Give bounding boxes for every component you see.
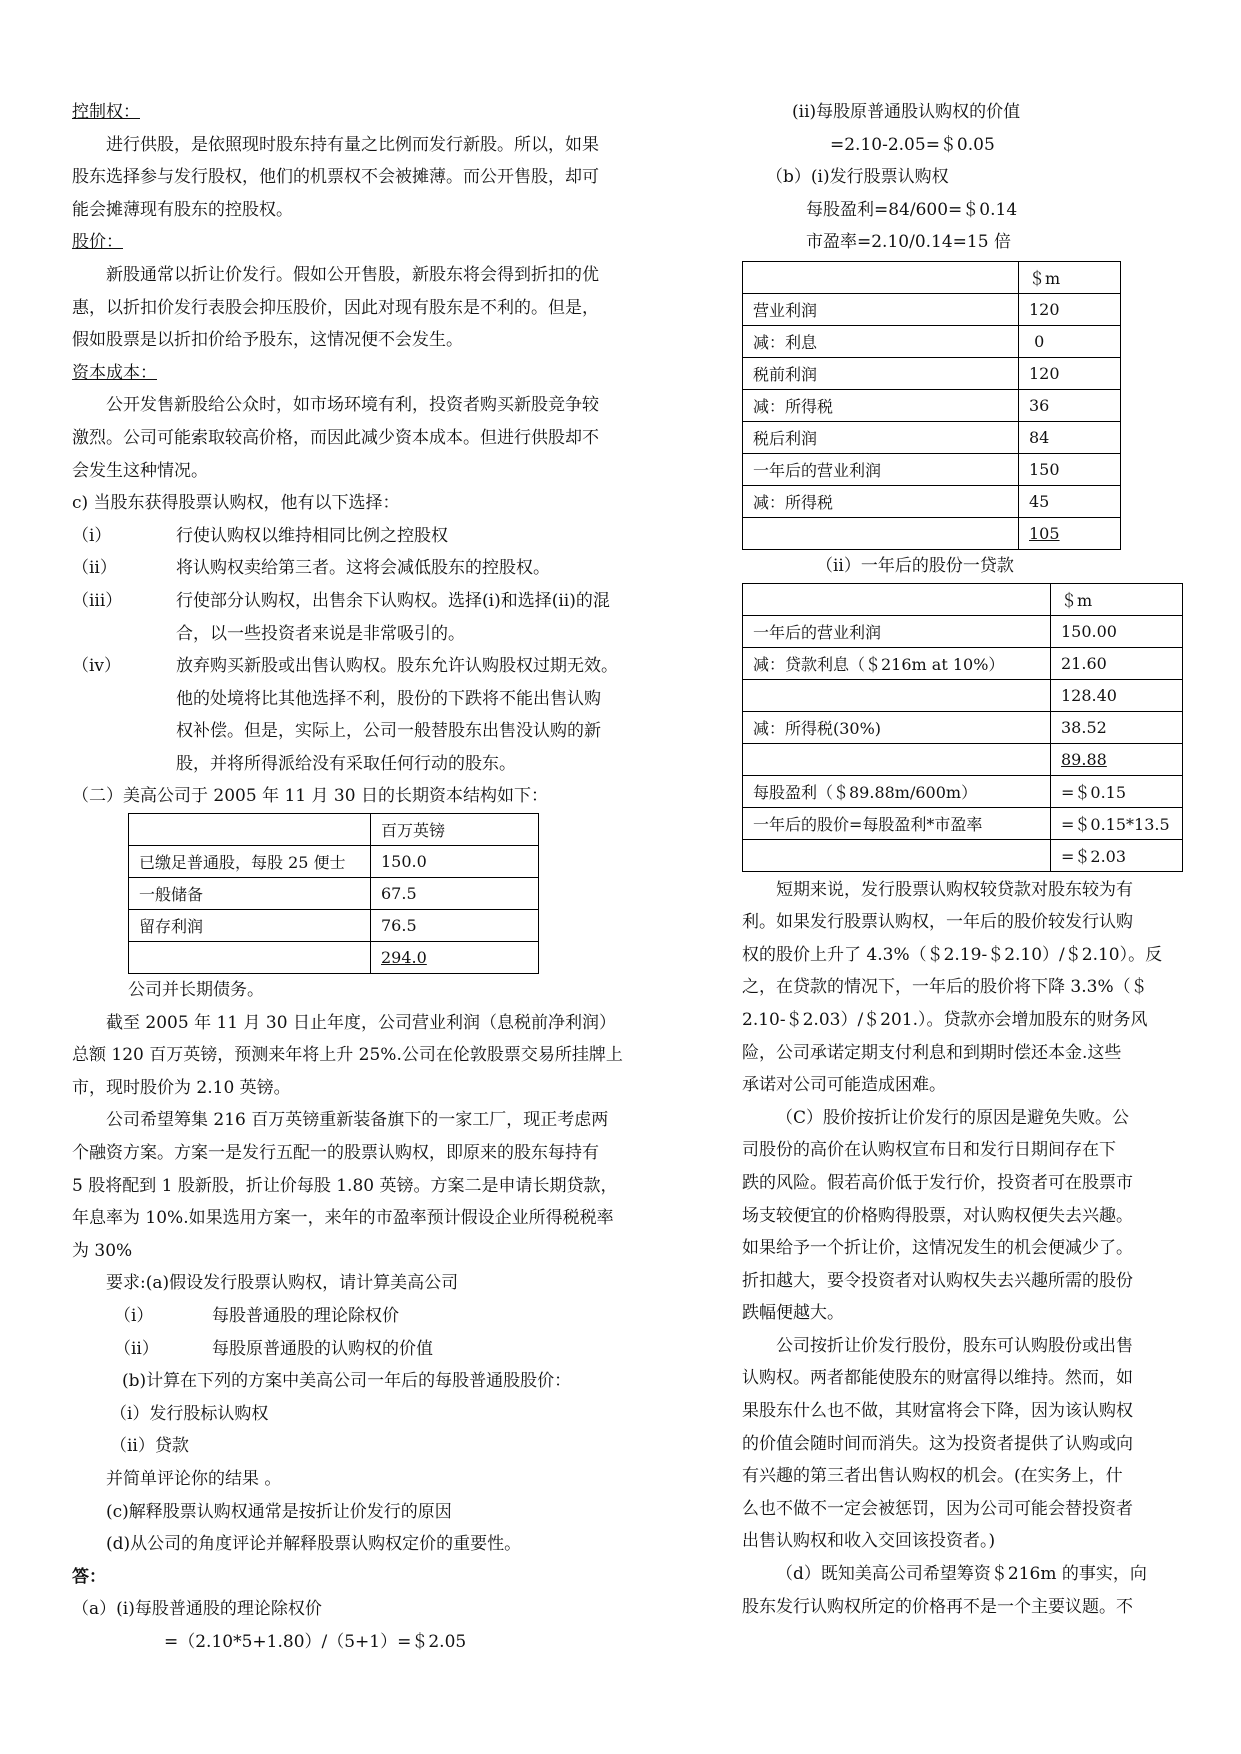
table-cell: 150 [1019,453,1121,485]
text-line: 假如股票是以折扣价给予股东，这情况便不会发生。 [72,330,463,351]
requirement-b-item: （i）发行股标认购权 [110,1403,269,1424]
option-item [72,650,670,780]
options-list [72,520,670,781]
table-row [129,846,539,878]
option-number: （iii） [72,590,123,611]
answer-a2: (ii)每股原普通股认购权的价值 [792,102,1021,122]
option-number: （ii） [72,558,117,579]
table-cell: 128.40 [1051,679,1183,711]
text-line: 股，并将所得派给没有采取任何行动的股东。 [176,753,516,774]
table-cell: 减：贷款利息（＄216m at 10%） [743,647,1051,679]
table-row [743,325,1121,357]
table-cell: 百万英镑 [371,814,539,846]
answer-a1: （a）(i)每股普通股的理论除权价 [72,1599,322,1620]
text-line: 跌幅便越大。 [742,1303,844,1324]
pe-line: 市盈率=2.10/0.14=15 倍 [806,232,1011,253]
table-row [743,615,1183,647]
text-line: 放弃购买新股或出售认购权。股东允许认购股权过期无效。 [176,656,618,677]
heading-cost: 资本成本： [72,362,157,383]
table-cell: 67.5 [371,878,539,910]
para-answer-d [742,1558,1188,1623]
table-cell: 76.5 [371,910,539,942]
text-line: 出售认购权和收入交回该投资者。) [742,1531,996,1552]
table-cell [743,679,1051,711]
table-row [743,517,1121,549]
table-cell: 38.52 [1051,711,1183,743]
requirement-a-item [72,1333,670,1366]
text-line: 合，以一些投资者来说是非常吸引的。 [176,623,465,644]
table-cell: 一年后的营业利润 [743,453,1019,485]
answer-heading: 答： [72,1566,106,1587]
text-line: 么也不做不一定会被惩罚，因为公司可能会替投资者 [742,1498,1133,1519]
text-line: 股东选择参与发行股权，他们的机票权不会被摊薄。而公开售股，却可 [72,167,599,188]
text-line: 股东发行认购权所定的价格再不是一个主要议题。不 [742,1596,1133,1617]
loan-table [742,583,1183,872]
text-line: 的价值会随时间而消失。这为投资者提供了认购或向 [742,1433,1133,1454]
table-row [743,775,1183,807]
text-line: 个融资方案。方案一是发行五配一的股票认购权，即原来的股东每持有 [72,1143,599,1164]
table-cell: =＄0.15 [1051,775,1183,807]
item-number: （i） [114,1306,154,1326]
rights-issue-table [742,261,1121,550]
table-cell: 税前利润 [743,357,1019,389]
table-row [743,679,1183,711]
text-line: 为 30% [72,1240,133,1261]
table-cell: 每股盈利（＄89.88m/600m） [743,775,1051,807]
text-line: 跌的风险。假若高价低于发行价，投资者可在股票市 [742,1172,1133,1193]
para-price [72,259,670,357]
table-total-cell: 105 [1019,517,1121,549]
para-q2 [72,1007,670,1105]
text-line: 他的处境将比其他选择不利，股份的下跌将不能出售认购 [176,688,601,709]
item-text: 每股原普通股的认购权的价值 [212,1338,433,1359]
table-cell: =＄0.15*13.5 [1051,807,1183,839]
text-line: 总额 120 百万英镑，预测来年将上升 25%.公司在伦敦股票交易所挂牌上 [72,1045,623,1066]
table-row [743,357,1121,389]
text-line: 市，现时股价为 2.10 英镑。 [72,1077,291,1098]
table-cell: 84 [1019,421,1121,453]
text-line: 如果给予一个折让价，这情况发生的机会便减少了。 [742,1238,1133,1259]
answer-b1: （b）(i)发行股票认购权 [766,167,949,188]
table-row [743,485,1121,517]
table-cell [743,743,1051,775]
table-cell [129,942,371,974]
requirement-b-item: （ii）贷款 [110,1436,189,1457]
text-line: 2.10-＄2.03）/＄201.）。贷款亦会增加股东的财务风 [742,1009,1148,1030]
table-row [743,743,1183,775]
left-column [72,96,670,1659]
table-row [743,647,1183,679]
option-number: （iv） [72,656,122,677]
requirement-b: (b)计算在下列的方案中美高公司一年后的每股普通股股价： [122,1371,572,1392]
text-line: 会发生这种情况。 [72,460,208,481]
table-row [743,711,1183,743]
table-cell: 21.60 [1051,647,1183,679]
table-cell: 36 [1019,389,1121,421]
answer-b2: （ii）一年后的股份一贷款 [816,555,1014,576]
table-cell: 120 [1019,357,1121,389]
answer-a2-calc: =2.10-2.05=＄0.05 [830,134,995,155]
heading-price: 股价： [72,232,123,253]
table-cell [743,261,1019,293]
text-line: 能会摊薄现有股东的控股权。 [72,199,293,220]
text-line: 公司按折让价发行股份，股东可认购股份或出售 [776,1335,1133,1356]
table-cell: 0 [1019,325,1121,357]
text-line: 短期来说，发行股票认购权较贷款对股东较为有 [776,879,1133,900]
table-cell [743,839,1051,871]
text-line: 新股通常以折让价发行。假如公开售股，新股东将会得到折扣的优 [106,264,599,285]
table-cell: 一年后的股价=每股盈利*市盈率 [743,807,1051,839]
text-line: 公开发售新股给公众时，如市场环境有利，投资者购买新股竞争较 [106,395,599,416]
text-line: 权的股价上升了 4.3%（＄2.19-＄2.10）/＄2.10）。反 [742,944,1163,965]
after-table-text: 公司并长期债务。 [128,980,264,1001]
text-line: （C）股价按折让价发行的原因是避免失败。公 [776,1107,1130,1128]
text-line: 将认购权卖给第三者。这将会减低股东的控股权。 [176,558,550,579]
table-cell: 减：所得税(30%) [743,711,1051,743]
text-line: 年息率为 10%.如果选用方案一，来年的市盈率预计假设企业所得税税率 [72,1208,614,1229]
table-cell: ＄m [1019,261,1121,293]
text-line: 之，在贷款的情况下，一年后的股价将下降 3.3%（＄ [742,977,1148,998]
capital-structure-table [128,813,539,974]
table-cell: 留存利润 [129,910,371,942]
requirement-a: 要求:(a)假设发行股票认购权，请计算美高公司 [106,1273,459,1294]
option-item [72,585,670,650]
table-total-cell: 89.88 [1051,743,1183,775]
table-row [743,807,1183,839]
requirement-a-item [72,1300,670,1333]
table-cell: 减：所得税 [743,485,1019,517]
table-cell: 150.0 [371,846,539,878]
table-cell [743,517,1019,549]
right-column [742,96,1188,1623]
text-line: 认购权。两者都能使股东的财富得以维持。然而，如 [742,1368,1133,1389]
para-answer-c [742,1102,1188,1330]
table-row [743,839,1183,871]
heading-control: 控制权： [72,102,140,122]
option-item [72,520,670,553]
table-cell: 已缴足普通股，每股 25 便士 [129,846,371,878]
table-cell [129,814,371,846]
table-cell: 一年后的营业利润 [743,615,1051,647]
table-row [129,878,539,910]
question-2-intro: （二）美高公司于 2005 年 11 月 30 日的长期资本结构如下： [72,786,548,807]
text-line: （d）既知美高公司希望筹资＄216m 的事实，向 [776,1564,1147,1585]
item-text: 每股普通股的理论除权价 [212,1306,399,1326]
table-row [743,453,1121,485]
table-cell: 一般储备 [129,878,371,910]
text-line: 承诺对公司可能造成困难。 [742,1075,946,1096]
text-line: 行使部分认购权，出售余下认购权。选择(i)和选择(ii)的混 [176,590,610,611]
text-line: 权补偿。但是，实际上，公司一般替股东出售没认购的新 [176,721,601,742]
text-line: 利。如果发行股票认购权，一年后的股价较发行认购 [742,912,1133,933]
option-number: （i） [72,525,112,546]
text-line: 险，公司承诺定期支付利息和到期时偿还本金.这些 [742,1042,1122,1063]
text-line: 有兴趣的第三者出售认购权的机会。(在实务上，什 [742,1466,1123,1487]
para-control [72,129,670,227]
table-total-cell: 294.0 [371,942,539,974]
table-cell: ＄m [1051,583,1183,615]
table-cell: 150.00 [1051,615,1183,647]
table-row [129,942,539,974]
table-cell: 税后利润 [743,421,1019,453]
text-line: 惠，以折扣价发行表股会抑压股价，因此对现有股东是不利的。但是， [72,297,599,318]
table-cell: =＄2.03 [1051,839,1183,871]
requirement-c: (c)解释股票认购权通常是按折让价发行的原因 [106,1501,452,1522]
requirement-b-tail: 并简单评论你的结果 。 [106,1468,282,1489]
text-line: 截至 2005 年 11 月 30 日止年度，公司营业利润（息税前净利润） [106,1012,616,1033]
table-header-row [129,814,539,846]
table-header-row [743,261,1121,293]
answer-a1-calc: =（2.10*5+1.80）/（5+1）=＄2.05 [164,1631,467,1652]
text-line: 进行供股，是依照现时股东持有量之比例而发行新股。所以，如果 [106,134,599,155]
table-cell: 营业利润 [743,293,1019,325]
requirement-d: (d)从公司的角度评论并解释股票认购权定价的重要性。 [106,1534,522,1555]
table-cell: 45 [1019,485,1121,517]
para-cost [72,389,670,487]
table-cell: 120 [1019,293,1121,325]
text-line: 激烈。公司可能索取较高价格，而因此减少资本成本。但进行供股却不 [72,427,599,448]
text-line: 公司希望筹集 216 百万英镑重新装备旗下的一家工厂，现正考虑两 [106,1110,609,1131]
para-answer-c2 [742,1330,1188,1558]
text-line: 果股东什么也不做，其财富将会下降，因为该认购权 [742,1401,1133,1422]
item-number: （ii） [114,1338,159,1359]
table-row [743,421,1121,453]
text-line: 5 股将配到 1 股新股，折让价每股 1.80 英镑。方案二是申请长期贷款， [72,1175,618,1196]
text-line: 折扣越大，要令投资者对认购权失去兴趣所需的股份 [742,1270,1133,1291]
option-item [72,552,670,585]
table-cell: 减：利息 [743,325,1019,357]
text-line: 场支较便宜的价格购得股票，对认购权便失去兴趣。 [742,1205,1133,1226]
table-row [129,910,539,942]
text-line: 行使认购权以维持相同比例之控股权 [176,525,448,546]
para-comment [742,874,1188,1102]
table-row [743,389,1121,421]
table-cell: 减：所得税 [743,389,1019,421]
table-cell [743,583,1051,615]
option-intro: c) 当股东获得股票认购权，他有以下选择： [72,493,400,514]
text-line: 司股份的高价在认购权宣布日和发行日期间存在下 [742,1140,1116,1161]
table-row [743,293,1121,325]
para-q2b [72,1104,670,1267]
table-header-row [743,583,1183,615]
eps-line: 每股盈利=84/600=＄0.14 [806,199,1018,220]
